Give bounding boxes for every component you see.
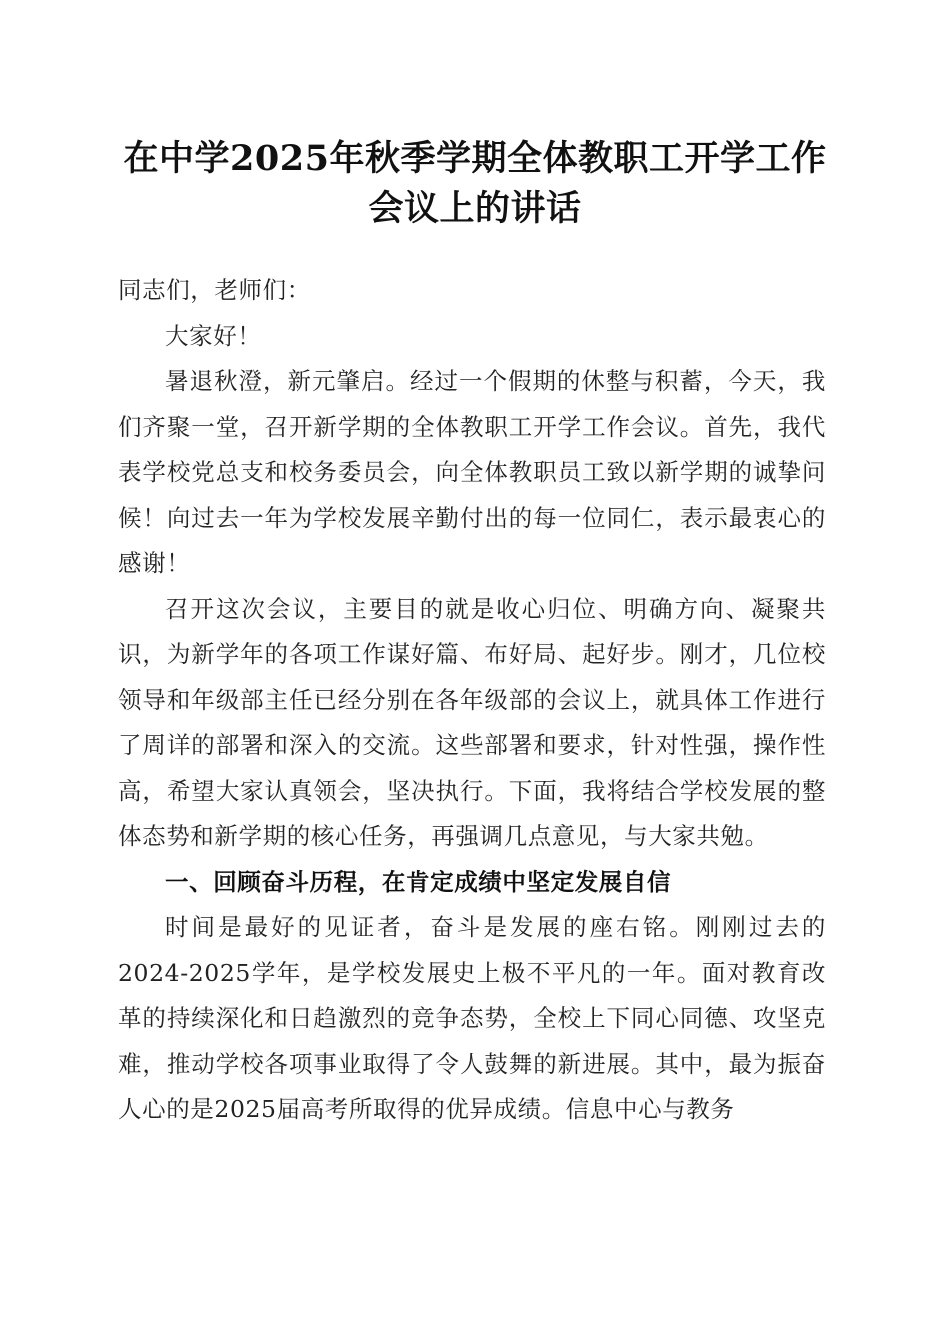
- section-1-paragraph: 时间是最好的见证者，奋斗是发展的座右铭。刚刚过去的2024-2025学年，是学校发展史上极不平凡的一年。面对教育改革的持续深化和日趋激烈的竞争态势，全校上下同心同德、攻坚克难，推动学校各项事业取得了令人鼓舞的新进展。其中，最为振奋人心的是2025届高考所取得的优异成绩。信息中心与教务: [118, 913, 826, 1123]
- greeting: 大家好！: [165, 321, 262, 350]
- title-line-2: 会议上的讲话: [368, 188, 582, 229]
- salutation: 同志们，老师们：: [118, 276, 311, 304]
- title-line-1: 在中学2025年秋季学期全体教职工开学工作: [123, 138, 827, 179]
- section-heading-1: 一、回顾奋斗历程，在肯定成绩中坚定发展自信: [165, 867, 672, 896]
- document-title: [110, 134, 840, 234]
- paragraph-opening: 暑退秋澄，新元肇启。经过一个假期的休整与积蓄，今天，我们齐聚一堂，召开新学期的全体教职工开学工作会议。首先，我代表学校党总支和校务委员会，向全体教职员工致以新学期的诚挚问候！向过去一年为学校发展辛勤付出的每一位同仁，表示最衷心的感谢！: [118, 367, 826, 577]
- paragraph-purpose: 召开这次会议，主要目的就是收心归位、明确方向、凝聚共识，为新学年的各项工作谋好篇、布好局、起好步。刚才，几位校领导和年级部主任已经分别在各年级部的会议上，就具体工作进行了周详的部署和深入的交流。这些部署和要求，针对性强，操作性高，希望大家认真领会，坚决执行。下面，我将结合学校发展的整体态势和新学期的核心任务，再强调几点意见，与大家共勉。: [118, 594, 826, 850]
- speech-body: [118, 268, 826, 1133]
